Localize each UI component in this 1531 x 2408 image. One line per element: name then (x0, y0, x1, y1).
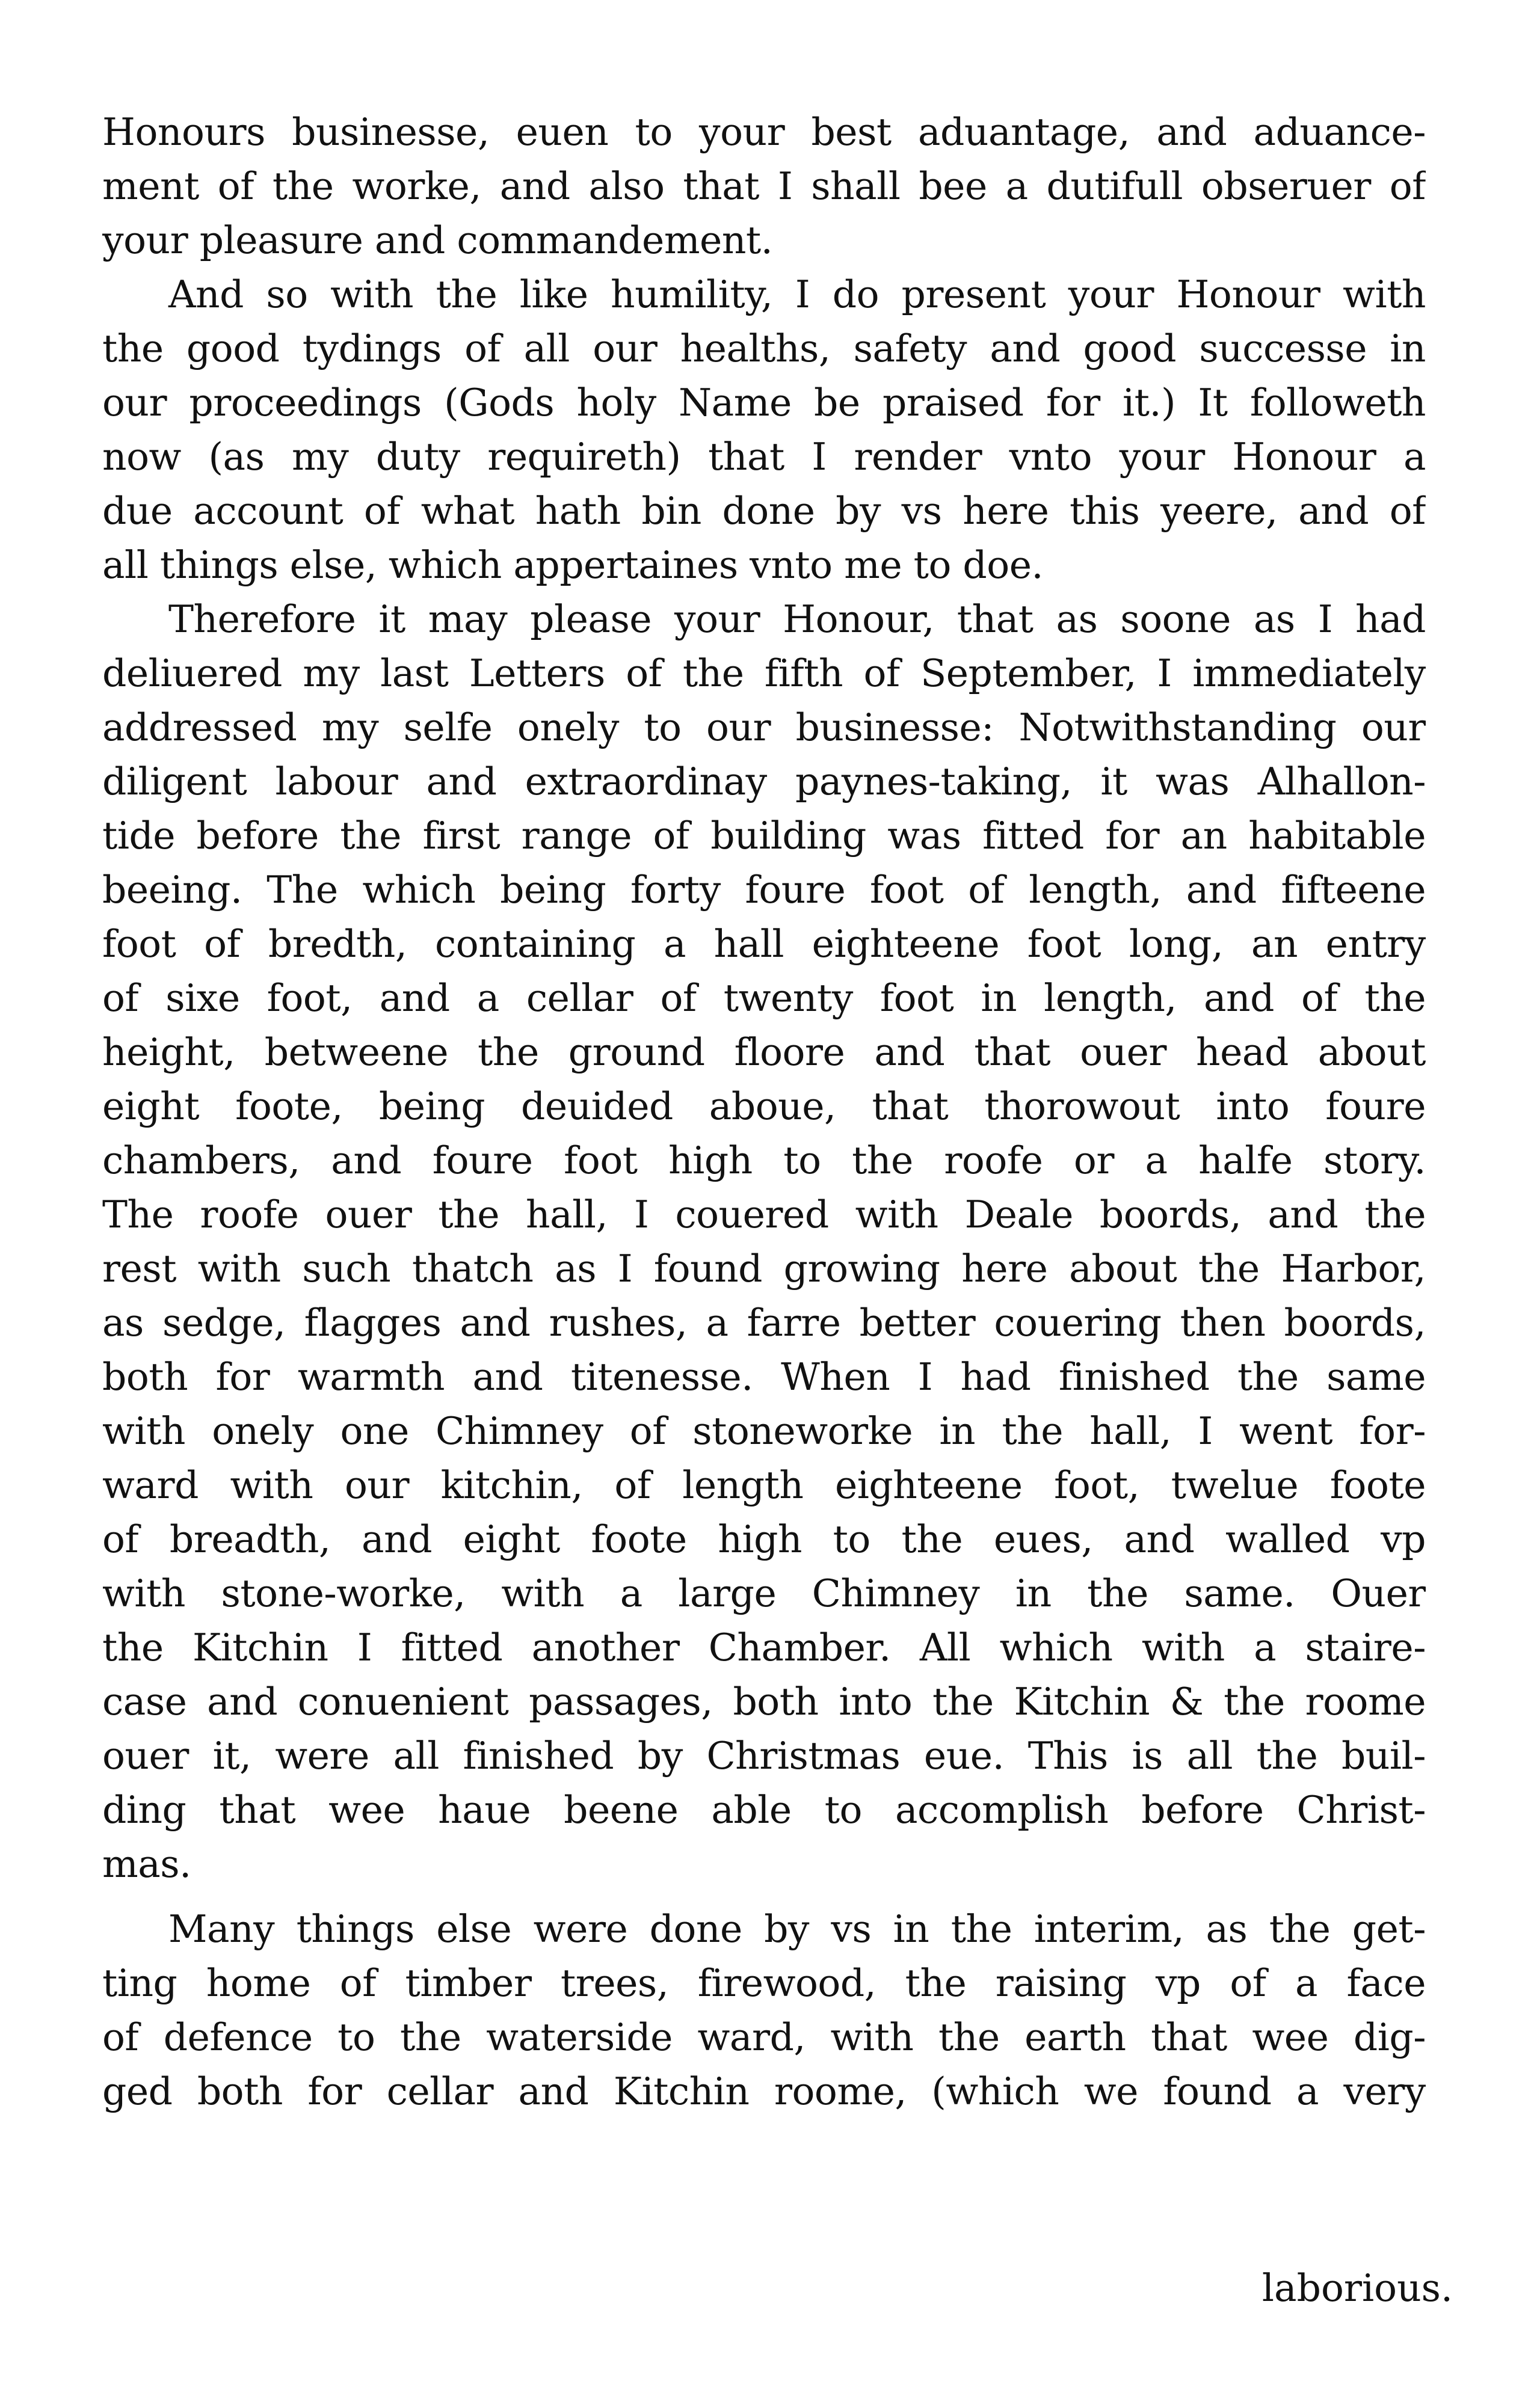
text-line: chambers, and foure foot high to the roofe or a halfe story. (102, 1138, 1426, 1182)
text-line: foot of bredth, containing a hall eighteene foot long, an entry (102, 922, 1426, 966)
text-line: ward with our kitchin, of length eighteene foot, twelue foote (102, 1463, 1426, 1507)
text-line: now (as my duty requireth) that I render vnto your Honour a (102, 435, 1426, 479)
text-line: addressed my selfe onely to our businesse: Notwithstanding our (102, 705, 1426, 749)
text-line: of defence to the waterside ward, with the earth that wee dig- (102, 2015, 1426, 2059)
text-line: deliuered my last Letters of the fifth of September, I immediately (102, 651, 1426, 695)
text-line: of sixe foot, and a cellar of twenty foot in length, and of the (102, 976, 1426, 1020)
text-line: due account of what hath bin done by vs here this yeere, and of (102, 489, 1426, 533)
text-line: The roofe ouer the hall, I couered with Deale boords, and the (102, 1193, 1426, 1236)
text-line: our proceedings (Gods holy Name be praised for it.) It followeth (102, 381, 1426, 425)
text-line: Therefore it may please your Honour, that as soone as I had (168, 597, 1426, 641)
text-line: rest with such thatch as I found growing here about the Harbor, (102, 1247, 1426, 1291)
text-line: height, betweene the ground floore and that ouer head about (102, 1030, 1426, 1074)
text-line: of breadth, and eight foote high to the eues, and walled vp (102, 1517, 1426, 1561)
text-line: ding that wee haue beene able to accomplish before Christ- (102, 1788, 1426, 1832)
catchword: laborious. (1261, 2266, 1453, 2310)
body-text (102, 105, 1426, 2119)
text-line: Many things else were done by vs in the interim, as the get- (168, 1907, 1426, 1951)
text-line: the good tydings of all our healths, safety and good successe in (102, 327, 1426, 370)
text-line: And so with the like humility, I do present your Honour with (168, 272, 1426, 316)
text-line: ting home of timber trees, firewood, the raising vp of a face (102, 1961, 1426, 2005)
text-line: Honours businesse, euen to your best aduantage, and aduance- (102, 110, 1426, 154)
text-line: diligent labour and extraordinay paynes-taking, it was Alhallon- (102, 760, 1426, 803)
text-line: as sedge, flagges and rushes, a farre better couering then boords, (102, 1301, 1426, 1345)
text-line: your pleasure and commandement. (102, 218, 773, 262)
text-line: tide before the first range of building was fitted for an habitable (102, 814, 1426, 858)
text-line: all things else, which appertaines vnto me to doe. (102, 543, 1043, 587)
text-line: with onely one Chimney of stoneworke in the hall, I went for- (102, 1409, 1426, 1453)
text-line: mas. (102, 1842, 191, 1886)
text-line: case and conuenient passages, both into the Kitchin & the roome (102, 1680, 1426, 1724)
text-line: ouer it, were all finished by Christmas eue. This is all the buil- (102, 1734, 1426, 1778)
text-line: ment of the worke, and also that I shall bee a dutifull obseruer of (102, 164, 1426, 208)
text-line: ged both for cellar and Kitchin roome, (which we found a very (102, 2069, 1426, 2113)
text-line: beeing. The which being forty foure foot of length, and fifteene (102, 868, 1426, 912)
text-line: the Kitchin I fitted another Chamber. All which with a staire- (102, 1626, 1426, 1669)
text-line: with stone-worke, with a large Chimney in the same. Ouer (102, 1571, 1426, 1615)
text-line: eight foote, being deuided aboue, that thorowout into foure (102, 1084, 1426, 1128)
text-line: both for warmth and titenesse. When I had finished the same (102, 1355, 1426, 1399)
